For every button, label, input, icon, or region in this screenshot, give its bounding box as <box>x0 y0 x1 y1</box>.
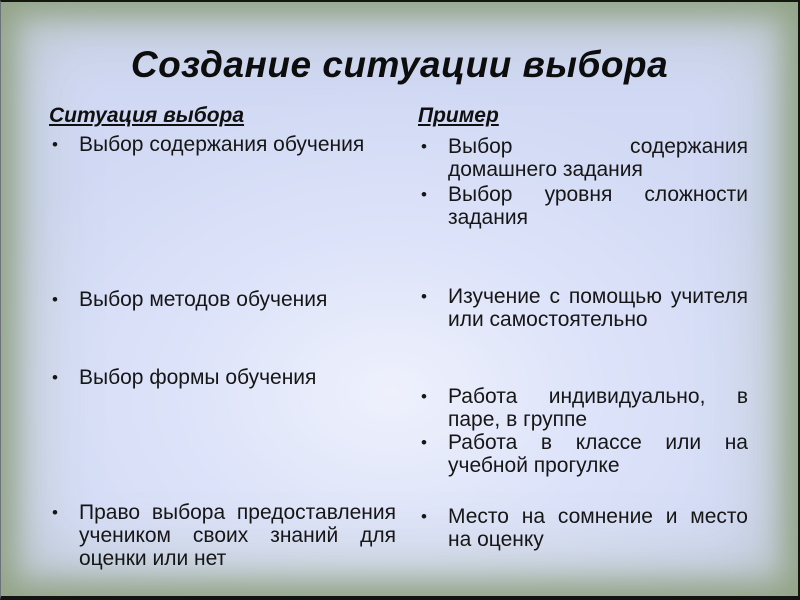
bullet-icon: • <box>421 433 427 452</box>
list-item <box>418 385 748 431</box>
list-item <box>418 505 748 551</box>
list-item <box>418 135 748 181</box>
bullet-icon: • <box>52 135 58 154</box>
list-item-text: Выбор методов обучения <box>79 288 328 311</box>
list-item <box>418 183 748 229</box>
list-item <box>49 133 396 156</box>
list-item <box>49 288 396 311</box>
bullet-icon: • <box>52 368 58 387</box>
column-example-header: Пример <box>418 104 499 127</box>
list-item-text: Работа индивидуально, в паре, в группе <box>448 385 748 431</box>
list-item-text: Выбор уровня сложности задания <box>448 183 748 229</box>
bullet-icon: • <box>52 503 58 522</box>
slide-title: Создание ситуации выбора <box>130 44 669 85</box>
bullet-icon: • <box>52 290 58 309</box>
list-item-text: Выбор формы обучения <box>79 366 317 389</box>
list-item-text: Работа в классе или на учебной прогулке <box>448 431 748 477</box>
bullet-icon: • <box>421 507 427 526</box>
list-item-text: Выбор содержания обучения <box>79 133 365 156</box>
bullet-icon: • <box>421 387 427 406</box>
list-item-text: Изучение с помощью учителя или самостоятельно <box>448 285 748 331</box>
bullet-icon: • <box>421 137 427 156</box>
column-situation <box>49 103 396 570</box>
list-item <box>49 366 396 389</box>
example-list <box>418 135 748 551</box>
situation-list <box>49 133 396 570</box>
bullet-icon: • <box>421 287 427 306</box>
list-item-text: Место на сомнение и место на оценку <box>448 505 748 551</box>
list-item-text: Право выбора предоставления учеником своих знаний для оценки или нет <box>79 501 396 570</box>
column-example <box>418 103 748 551</box>
bullet-icon: • <box>421 185 427 204</box>
list-item <box>49 501 396 570</box>
list-item <box>418 431 748 477</box>
list-item <box>418 285 748 331</box>
column-situation-header: Ситуация выбора <box>49 104 245 127</box>
list-item-text: Выбор содержания домашнего задания <box>448 135 748 181</box>
